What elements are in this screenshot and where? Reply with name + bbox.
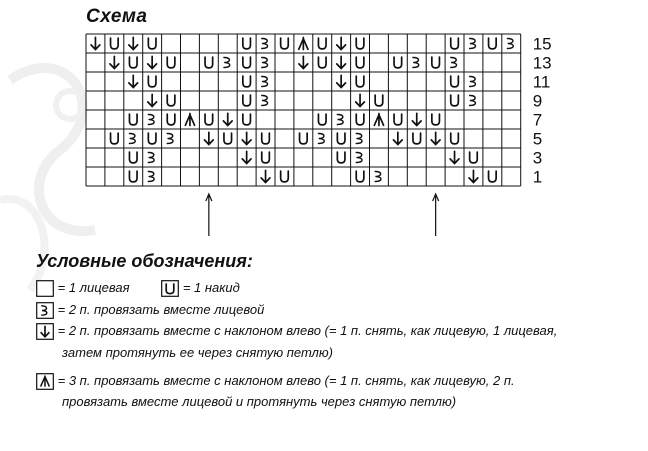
k2tog-symbol <box>507 39 513 49</box>
k2tog-symbol <box>318 134 324 144</box>
yarn-over-symbol <box>148 76 156 87</box>
yarn-over-symbol <box>432 57 440 68</box>
sk2p-symbol <box>374 114 383 126</box>
ssk-arrow-symbol <box>129 75 138 87</box>
yarn-over-symbol <box>243 95 251 106</box>
row-number-label: 3 <box>532 148 543 168</box>
yarn-over-symbol <box>337 152 345 163</box>
legend-row-k2tog <box>36 302 264 319</box>
ssk-arrow-symbol <box>412 113 421 125</box>
ssk-arrow-symbol <box>204 132 213 144</box>
yarn-over-symbol <box>281 171 289 182</box>
k2tog-symbol <box>356 134 362 144</box>
ssk-arrow-symbol <box>450 151 459 163</box>
ssk-arrow-symbol <box>91 37 100 49</box>
yarn-over-symbol <box>243 114 251 125</box>
yarn-over-symbol <box>394 114 402 125</box>
k2tog-symbol <box>167 134 173 144</box>
k2tog-symbol <box>148 172 154 182</box>
yarn-over-symbol <box>413 133 421 144</box>
legend-k2tog-text: = 2 п. провязать вместе лицевой <box>57 302 265 317</box>
yarn-over-symbol <box>111 38 119 49</box>
yarn-over-symbol <box>356 76 364 87</box>
k2tog-symbol <box>375 172 381 182</box>
legend-yo-text: = 1 накид <box>182 280 240 295</box>
yarn-over-symbol <box>432 114 440 125</box>
yarn-over-symbol <box>375 95 383 106</box>
yarn-over-symbol <box>129 57 137 68</box>
k2tog-symbol <box>262 96 268 106</box>
yarn-over-symbol <box>451 133 459 144</box>
up-caret-icon <box>36 373 54 390</box>
yarn-over-symbol <box>205 114 213 125</box>
yarn-over-symbol <box>243 57 251 68</box>
row-number-label: 7 <box>532 110 543 130</box>
yarn-over-symbol <box>262 133 270 144</box>
yarn-over-symbol <box>281 38 289 49</box>
yarn-over-symbol <box>167 114 175 125</box>
k2tog-symbol <box>262 39 268 49</box>
sk2p-symbol <box>299 38 308 50</box>
k2tog-symbol <box>356 153 362 163</box>
k2tog-symbol <box>337 115 343 125</box>
yarn-over-symbol <box>489 38 497 49</box>
legend-ssk-text-1: = 2 п. провязать вместе с наклоном влево (= 1 п. снять, как лицевую, 1 лицевая, <box>57 323 558 338</box>
ssk-arrow-symbol <box>337 75 346 87</box>
repeat-marker-arrow <box>433 194 439 236</box>
ssk-arrow-symbol <box>223 113 232 125</box>
yarn-over-symbol <box>262 152 270 163</box>
k2tog-symbol <box>224 58 230 68</box>
yarn-over-symbol <box>489 171 497 182</box>
yarn-over-symbol <box>129 152 137 163</box>
row-number-label: 11 <box>532 72 551 92</box>
yarn-over-symbol <box>243 38 251 49</box>
yarn-over-symbol <box>451 76 459 87</box>
k2tog-symbol <box>470 77 476 87</box>
ssk-arrow-symbol <box>242 151 251 163</box>
ssk-arrow-symbol <box>148 56 157 68</box>
yarn-over-symbol <box>243 76 251 87</box>
legend-ssk-text-2: затем протянуть ее через снятую петлю) <box>62 345 333 360</box>
yarn-over-symbol <box>356 57 364 68</box>
k2tog-symbol <box>148 115 154 125</box>
row-number-label: 13 <box>532 53 552 73</box>
k2tog-symbol <box>262 77 268 87</box>
k2tog-symbol <box>470 96 476 106</box>
k2tog-symbol <box>148 153 154 163</box>
legend-row-sk2p <box>36 373 515 390</box>
ssk-arrow-symbol <box>110 56 119 68</box>
k2tog-symbol <box>262 58 268 68</box>
legend-row-ssk <box>36 323 557 340</box>
yarn-over-symbol <box>451 95 459 106</box>
down-arrow-icon <box>36 323 54 340</box>
repeat-marker-arrow <box>206 194 212 236</box>
yarn-over-symbol <box>318 38 326 49</box>
yarn-over-symbol <box>318 114 326 125</box>
yarn-over-symbol <box>337 133 345 144</box>
yarn-over-symbol <box>167 57 175 68</box>
ssk-arrow-symbol <box>129 37 138 49</box>
legend-sk2p-text-1: = 3 п. провязать вместе с наклоном влево (= 1 п. снять, как лицевую, 2 п. <box>57 373 515 388</box>
legend-sk2p-text-2: провязать вместе лицевой и протянуть через снятую петлю) <box>62 394 457 409</box>
ssk-arrow-symbol <box>356 94 365 106</box>
row-number-label: 5 <box>532 129 543 149</box>
row-number-label: 9 <box>532 91 543 111</box>
k2tog-symbol <box>129 134 135 144</box>
row-number-label: 1 <box>532 167 543 187</box>
ssk-arrow-symbol <box>337 56 346 68</box>
ssk-arrow-symbol <box>148 94 157 106</box>
k2tog-symbol <box>470 39 476 49</box>
sk2p-symbol <box>185 114 194 126</box>
legend-title: Условные обозначения: <box>36 251 253 271</box>
yarn-over-symbol <box>470 152 478 163</box>
yarn-over-symbol <box>111 133 119 144</box>
k2tog-icon <box>36 302 54 319</box>
ssk-arrow-symbol <box>393 132 402 144</box>
row-number-label: 15 <box>532 34 552 54</box>
k2tog-symbol <box>451 58 457 68</box>
yarn-over-symbol <box>300 133 308 144</box>
yarn-over-symbol <box>356 38 364 49</box>
yarn-over-symbol <box>148 38 156 49</box>
yarn-over-symbol <box>148 133 156 144</box>
chart-title: Схема <box>86 6 148 27</box>
ssk-arrow-symbol <box>337 37 346 49</box>
yarn-over-symbol <box>167 95 175 106</box>
legend-row-knit <box>36 280 240 297</box>
yarn-over-symbol <box>129 114 137 125</box>
yarn-over-icon <box>161 280 179 297</box>
empty-square-icon <box>36 280 54 297</box>
ssk-arrow-symbol <box>431 132 440 144</box>
yarn-over-symbol <box>356 114 364 125</box>
ssk-arrow-symbol <box>469 170 478 182</box>
ssk-arrow-symbol <box>242 132 251 144</box>
yarn-over-symbol <box>205 57 213 68</box>
yarn-over-symbol <box>129 171 137 182</box>
legend-knit-text: = 1 лицевая <box>57 280 130 295</box>
yarn-over-symbol <box>451 38 459 49</box>
yarn-over-symbol <box>356 171 364 182</box>
yarn-over-symbol <box>224 133 232 144</box>
yarn-over-symbol <box>318 57 326 68</box>
k2tog-symbol <box>413 58 419 68</box>
ssk-arrow-symbol <box>261 170 270 182</box>
yarn-over-symbol <box>394 57 402 68</box>
ssk-arrow-symbol <box>299 56 308 68</box>
